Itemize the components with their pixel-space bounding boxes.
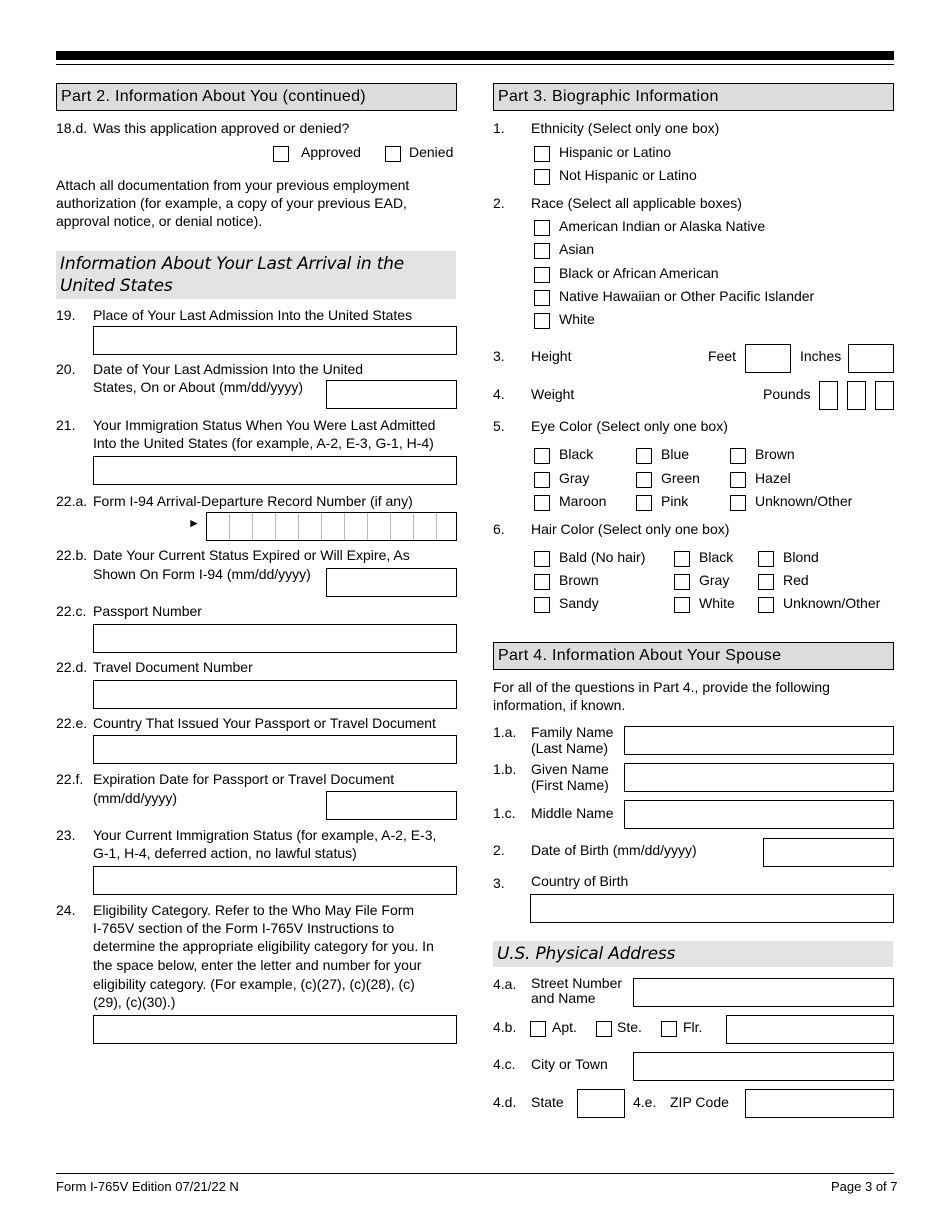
eye-pink-checkbox[interactable] (636, 495, 652, 511)
part2-header: Part 2. Information About You (continued) (56, 83, 457, 111)
eye-hazel-checkbox[interactable] (730, 472, 746, 488)
q18d-text: Was this application approved or denied? (93, 120, 350, 136)
state-label: State (531, 1094, 564, 1110)
q22e-text: Country That Issued Your Passport or Travel Document (93, 715, 436, 731)
spouse-dob-field[interactable] (763, 838, 894, 867)
race-black-label: Black or African American (559, 265, 719, 281)
issuing-country-field[interactable] (93, 735, 457, 764)
q22e-number: 22.e. (56, 715, 88, 731)
hair-sandy-label: Sandy (559, 595, 599, 611)
family-name-number: 1.a. (493, 724, 517, 740)
q22f-line1: Expiration Date for Passport or Travel Document (93, 771, 395, 787)
inches-label: Inches (800, 348, 842, 364)
hair-color-number: 6. (493, 521, 505, 537)
q21-line2: Into the United States (for example, A-2, E-3, G-1, H-4) (93, 435, 434, 451)
eye-gray-checkbox[interactable] (534, 472, 550, 488)
q24-line4: the space below, enter the letter and number for your (93, 957, 422, 973)
q23-number: 23. (56, 827, 76, 843)
hair-white-checkbox[interactable] (674, 597, 690, 613)
q22f-number: 22.f. (56, 771, 84, 787)
flr-label: Flr. (683, 1019, 703, 1035)
q22d-number: 22.d. (56, 659, 88, 675)
approved-checkbox[interactable] (273, 146, 289, 162)
q24-line6: (29), (c)(30).) (93, 994, 176, 1010)
hair-bald-label: Bald (No hair) (559, 549, 646, 565)
hair-red-label: Red (783, 572, 809, 588)
eye-brown-checkbox[interactable] (730, 448, 746, 464)
middle-name-label: Middle Name (531, 805, 614, 821)
q22c-number: 22.c. (56, 603, 87, 619)
denied-label: Denied (409, 144, 454, 160)
unit-number-field[interactable] (726, 1015, 894, 1044)
part3-header: Part 3. Biographic Information (493, 83, 894, 111)
top-rule-thick (56, 51, 894, 60)
eye-unknown-checkbox[interactable] (730, 495, 746, 511)
weight-number: 4. (493, 386, 505, 402)
city-field[interactable] (633, 1052, 894, 1081)
last-arrival-header: Information About Your Last Arrival in the United States (56, 251, 456, 299)
hair-brown-checkbox[interactable] (534, 574, 550, 590)
part4-intro-text: For all of the questions in Part 4., provide the following information, if known. (493, 679, 830, 713)
q23-line2: G-1, H-4, deferred action, no lawful status) (93, 845, 357, 861)
i94-number-field[interactable] (206, 512, 457, 541)
q22a-text: Form I-94 Arrival-Departure Record Number (if any) (93, 493, 413, 509)
q22b-number: 22.b. (56, 547, 88, 563)
last-admission-date-field[interactable] (326, 380, 457, 409)
weight-label: Weight (531, 386, 575, 402)
race-white-checkbox[interactable] (534, 313, 550, 329)
hispanic-checkbox[interactable] (534, 146, 550, 162)
hair-unknown-checkbox[interactable] (758, 597, 774, 613)
current-immigration-status-field[interactable] (93, 866, 457, 895)
eye-maroon-label: Maroon (559, 493, 607, 509)
apt-label: Apt. (552, 1019, 577, 1035)
pounds-digit-3-field[interactable] (875, 381, 894, 410)
race-pacific-islander-checkbox[interactable] (534, 290, 550, 306)
q22d-text: Travel Document Number (93, 659, 253, 675)
q24-line1: Eligibility Category. Refer to the Who May File Form (93, 902, 415, 918)
race-pacific-islander-label: Native Hawaiian or Other Pacific Islander (559, 288, 815, 304)
q20-number: 20. (56, 361, 76, 377)
travel-document-number-field[interactable] (93, 680, 457, 709)
dob-label: Date of Birth (mm/dd/yyyy) (531, 842, 697, 858)
race-asian-checkbox[interactable] (534, 243, 550, 259)
eye-color-label: Eye Color (Select only one box) (531, 418, 728, 434)
hair-red-checkbox[interactable] (758, 574, 774, 590)
q24-line5: eligibility category. (For example, (c)(27), (c)(28), (c) (93, 976, 415, 992)
spouse-family-name-field[interactable] (624, 726, 894, 755)
state-number: 4.d. (493, 1094, 517, 1110)
admission-status-field[interactable] (93, 456, 457, 485)
q23-line1: Your Current Immigration Status (for example, A-2, E-3, (93, 827, 437, 843)
arrow-icon: ► (188, 516, 200, 530)
eye-pink-label: Pink (661, 493, 689, 509)
height-inches-field[interactable] (848, 344, 894, 373)
zip-field[interactable] (745, 1089, 894, 1118)
family-name-line1: Family Name (531, 724, 614, 740)
q20-line1: Date of Your Last Admission Into the United (93, 361, 364, 377)
passport-number-field[interactable] (93, 624, 457, 653)
given-name-line2: (First Name) (531, 777, 609, 793)
middle-name-number: 1.c. (493, 805, 516, 821)
passport-expiration-date-field[interactable] (326, 791, 457, 820)
ethnicity-number: 1. (493, 120, 505, 136)
hair-sandy-checkbox[interactable] (534, 597, 550, 613)
spouse-middle-name-field[interactable] (624, 800, 894, 829)
q18d-number: 18.d. (56, 120, 88, 136)
top-rule-thin (56, 64, 894, 65)
q24-number: 24. (56, 902, 76, 918)
unit-number: 4.b. (493, 1019, 517, 1035)
us-physical-address-header: U.S. Physical Address (493, 941, 893, 967)
hair-gray-checkbox[interactable] (674, 574, 690, 590)
family-name-line2: (Last Name) (531, 740, 609, 756)
q21-line1: Your Immigration Status When You Were Last Admitted (93, 417, 436, 433)
q19-text: Place of Your Last Admission Into the United States (93, 307, 413, 323)
hair-black-label: Black (699, 549, 734, 565)
eye-black-label: Black (559, 446, 594, 462)
q22c-text: Passport Number (93, 603, 202, 619)
flr-checkbox[interactable] (661, 1021, 677, 1037)
q20-line2: States, On or About (mm/dd/yyyy) (93, 379, 304, 395)
q24-line3: determine the appropriate eligibility category for you. In (93, 938, 434, 954)
eye-green-label: Green (661, 470, 700, 486)
last-admission-place-field[interactable] (93, 326, 457, 355)
street-line1: Street Number (531, 975, 623, 991)
status-expiration-date-field[interactable] (326, 568, 457, 597)
eye-blue-label: Blue (661, 446, 690, 462)
q22f-line2: (mm/dd/yyyy) (93, 790, 177, 806)
pounds-digit-1-field[interactable] (819, 381, 838, 410)
feet-label: Feet (708, 348, 737, 364)
ethnicity-label: Ethnicity (Select only one box) (531, 120, 720, 136)
hair-black-checkbox[interactable] (674, 551, 690, 567)
eye-black-checkbox[interactable] (534, 448, 550, 464)
q21-number: 21. (56, 417, 76, 433)
approved-label: Approved (301, 144, 361, 160)
spouse-given-name-field[interactable] (624, 763, 894, 792)
pounds-label: Pounds (763, 386, 811, 402)
q22b-line2: Shown On Form I-94 (mm/dd/yyyy) (93, 566, 311, 582)
hair-unknown-label: Unknown/Other (783, 595, 881, 611)
city-label: City or Town (531, 1056, 608, 1072)
part4-header: Part 4. Information About Your Spouse (493, 642, 894, 670)
race-american-indian-checkbox[interactable] (534, 220, 550, 236)
eye-gray-label: Gray (559, 470, 590, 486)
street-line2: and Name (531, 990, 596, 1006)
hair-white-label: White (699, 595, 735, 611)
eye-maroon-checkbox[interactable] (534, 495, 550, 511)
eye-brown-label: Brown (755, 446, 795, 462)
ste-label: Ste. (617, 1019, 642, 1035)
given-name-line1: Given Name (531, 761, 609, 777)
zip-number: 4.e. (633, 1094, 657, 1110)
state-field[interactable] (577, 1089, 625, 1118)
pounds-digit-2-field[interactable] (847, 381, 866, 410)
zip-label: ZIP Code (670, 1094, 729, 1110)
form-edition: Form I-765V Edition 07/21/22 N (56, 1179, 239, 1194)
race-number: 2. (493, 195, 505, 211)
given-name-number: 1.b. (493, 761, 517, 777)
hair-color-label: Hair Color (Select only one box) (531, 521, 730, 537)
eye-green-checkbox[interactable] (636, 472, 652, 488)
page-number: Page 3 of 7 (831, 1179, 898, 1194)
hair-gray-label: Gray (699, 572, 730, 588)
race-american-indian-label: American Indian or Alaska Native (559, 218, 766, 234)
q22a-number: 22.a. (56, 493, 88, 509)
spouse-country-of-birth-field[interactable] (530, 894, 894, 923)
race-white-label: White (559, 311, 595, 327)
cob-label: Country of Birth (531, 873, 629, 889)
street-field[interactable] (633, 978, 894, 1007)
q22b-line1: Date Your Current Status Expired or Will Expire, As (93, 547, 410, 563)
hair-brown-label: Brown (559, 572, 599, 588)
denied-checkbox[interactable] (385, 146, 401, 162)
eye-hazel-label: Hazel (755, 470, 791, 486)
eye-blue-checkbox[interactable] (636, 448, 652, 464)
race-asian-label: Asian (559, 241, 595, 257)
eye-color-number: 5. (493, 418, 505, 434)
street-number: 4.a. (493, 976, 517, 992)
height-label: Height (531, 348, 572, 364)
attach-documentation-text: Attach all documentation from your previous employment authorization (for example, a copy of your previous EAD, approval notice, or denial notice). (56, 177, 410, 229)
hair-blond-checkbox[interactable] (758, 551, 774, 567)
ste-checkbox[interactable] (596, 1021, 612, 1037)
eligibility-category-field[interactable] (93, 1015, 457, 1044)
height-feet-field[interactable] (745, 344, 791, 373)
dob-number: 2. (493, 842, 505, 858)
height-number: 3. (493, 348, 505, 364)
cob-number: 3. (493, 875, 505, 891)
eye-unknown-label: Unknown/Other (755, 493, 853, 509)
hair-bald-checkbox[interactable] (534, 551, 550, 567)
q24-line2: I-765V section of the Form I-765V Instructions to (93, 920, 395, 936)
apt-checkbox[interactable] (530, 1021, 546, 1037)
city-number: 4.c. (493, 1056, 516, 1072)
hispanic-label: Hispanic or Latino (559, 144, 672, 160)
race-label: Race (Select all applicable boxes) (531, 195, 742, 211)
footer-rule (56, 1173, 894, 1174)
not-hispanic-label: Not Hispanic or Latino (559, 167, 697, 183)
not-hispanic-checkbox[interactable] (534, 169, 550, 185)
hair-blond-label: Blond (783, 549, 819, 565)
q19-number: 19. (56, 307, 76, 323)
race-black-checkbox[interactable] (534, 267, 550, 283)
